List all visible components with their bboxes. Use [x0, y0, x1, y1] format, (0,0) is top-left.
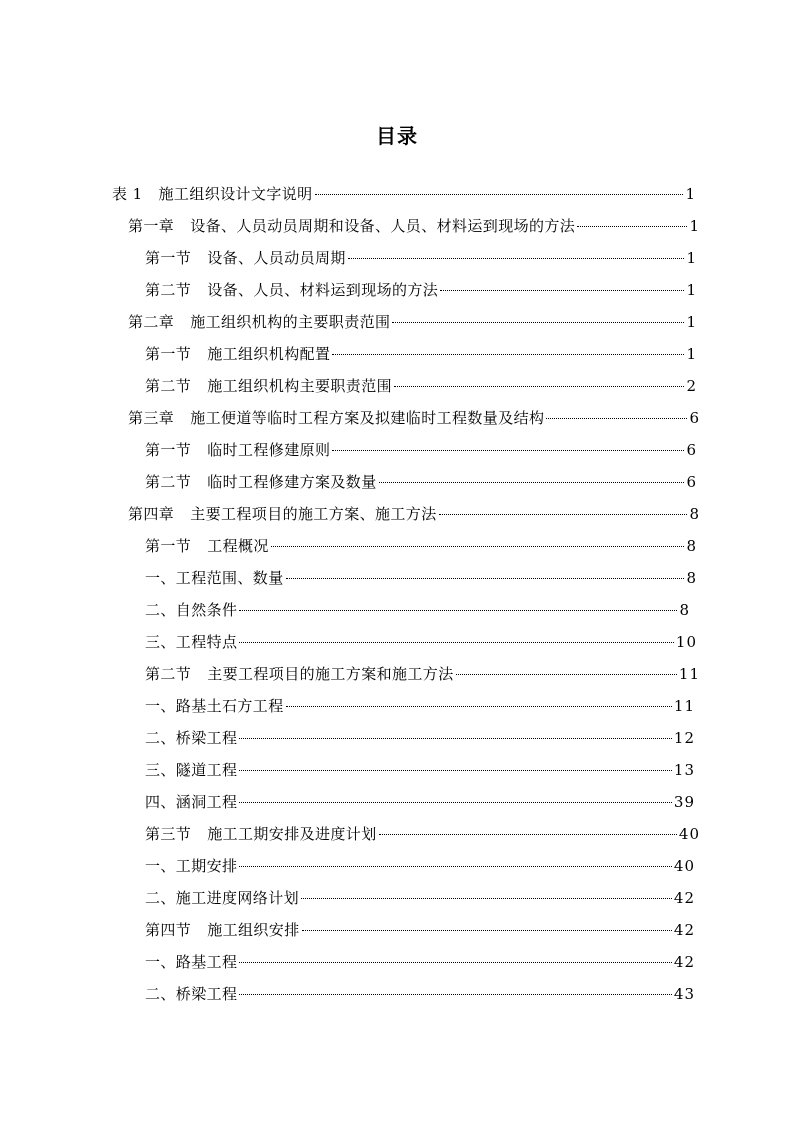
toc-entry-text: 一、工程范围、数量: [145, 569, 284, 587]
dot-leader: [286, 706, 672, 707]
toc-entry[interactable]: [145, 983, 695, 1011]
toc-entry-label: [145, 375, 392, 396]
toc-entry-text: 施工组织机构的主要职责范围: [190, 313, 391, 331]
toc-entry-text: 施工组织设计文字说明: [158, 185, 313, 203]
toc-entry-text: 一、路基工程: [145, 953, 238, 971]
toc-entry-number: 第二节: [145, 377, 192, 395]
toc-entry-label: [145, 471, 377, 492]
toc-entry[interactable]: [145, 663, 700, 691]
toc-entry[interactable]: [145, 695, 695, 723]
dot-leader: [379, 834, 677, 835]
toc-entry[interactable]: [145, 887, 695, 915]
dot-leader: [439, 514, 688, 515]
toc-entry-page: 40: [678, 825, 700, 843]
toc-entry[interactable]: [145, 631, 697, 659]
toc-entry-text: 主要工程项目的施工方案和施工方法: [207, 665, 454, 683]
toc-entry-label: [145, 343, 330, 364]
toc-entry-text: 施工便道等临时工程方案及拟建临时工程数量及结构: [190, 409, 545, 427]
toc-entry-label: [145, 247, 346, 268]
dot-leader: [394, 386, 684, 387]
toc-entry-text: 施工组织机构配置: [207, 345, 331, 363]
toc-entry-label: [145, 631, 237, 652]
toc-entry[interactable]: [145, 471, 697, 499]
toc-entry-label: [128, 407, 544, 428]
toc-entry-page: 42: [673, 921, 695, 939]
toc-entry-page: 6: [686, 473, 697, 491]
toc-entry-text: 二、施工进度网络计划: [145, 889, 300, 907]
toc-entry[interactable]: [145, 343, 697, 371]
toc-entry-label: [145, 535, 269, 556]
toc-entry-text: 三、工程特点: [145, 633, 238, 651]
toc-entry-text: 四、涵洞工程: [145, 793, 238, 811]
toc-entry-label: [112, 183, 313, 204]
dot-leader: [577, 226, 687, 227]
dot-leader: [302, 930, 672, 931]
toc-entry[interactable]: [128, 503, 700, 531]
toc-entry-page: 40: [673, 857, 695, 875]
toc-entry-label: [145, 759, 237, 780]
dot-leader: [286, 578, 685, 579]
dot-leader: [239, 610, 677, 611]
toc-entry-text: 二、桥梁工程: [145, 729, 238, 747]
toc-entry[interactable]: [128, 407, 700, 435]
dot-leader: [440, 290, 684, 291]
dot-leader: [315, 194, 684, 195]
dot-leader: [239, 962, 672, 963]
toc-entry-page: 43: [673, 985, 695, 1003]
toc-entry[interactable]: [145, 599, 690, 627]
dot-leader: [239, 994, 672, 995]
toc-entry-number: 第一节: [145, 249, 192, 267]
toc-entry-number: 第四节: [145, 921, 192, 939]
toc-entry-label: [145, 439, 330, 460]
toc-entry-text: 施工工期安排及进度计划: [207, 825, 377, 843]
toc-entry[interactable]: [128, 215, 700, 243]
toc-entry-label: [145, 983, 237, 1004]
toc-entry-text: 设备、人员、材料运到现场的方法: [207, 281, 439, 299]
toc-entry-number: 第二章: [128, 313, 175, 331]
toc-entry[interactable]: [145, 567, 697, 595]
toc-entry-text: 施工组织机构主要职责范围: [207, 377, 393, 395]
toc-entry-page: 2: [686, 377, 697, 395]
dot-leader: [392, 322, 684, 323]
dot-leader: [239, 642, 674, 643]
toc-entry[interactable]: [128, 311, 697, 339]
dot-leader: [332, 354, 684, 355]
toc-entry[interactable]: [145, 375, 697, 403]
toc-title: 目录: [376, 124, 418, 148]
toc-entry-page: 12: [673, 729, 695, 747]
toc-entry-page: 39: [673, 793, 695, 811]
toc-entry-text: 临时工程修建方案及数量: [207, 473, 377, 491]
dot-leader: [348, 258, 685, 259]
toc-entry[interactable]: [145, 727, 695, 755]
dot-leader: [379, 482, 685, 483]
toc-entry-page: 8: [689, 505, 700, 523]
toc-entry[interactable]: [145, 279, 697, 307]
dot-leader: [332, 450, 684, 451]
toc-entry-label: [145, 919, 300, 940]
toc-entry-number: 第三节: [145, 825, 192, 843]
toc-entry-page: 42: [673, 953, 695, 971]
toc-entry-label: [145, 663, 454, 684]
toc-entry-page: 13: [673, 761, 695, 779]
toc-entry-number: 第二节: [145, 665, 192, 683]
toc-entry-label: [145, 567, 284, 588]
toc-entry-label: [145, 791, 237, 812]
dot-leader: [239, 802, 672, 803]
toc-entry-text: 三、隧道工程: [145, 761, 238, 779]
toc-entry-number: 第四章: [128, 505, 175, 523]
toc-entry-number: 第一章: [128, 217, 175, 235]
toc-entry-label: [145, 887, 299, 908]
dot-leader: [239, 866, 672, 867]
toc-entry-text: 设备、人员动员周期和设备、人员、材料运到现场的方法: [190, 217, 576, 235]
toc-entry-number: 第二节: [145, 473, 192, 491]
toc-entry-label: [128, 311, 390, 332]
toc-entry-label: [145, 951, 237, 972]
toc-entry-number: 第一节: [145, 537, 192, 555]
toc-entry-text: 一、路基土石方工程: [145, 697, 284, 715]
toc-entry-label: [145, 727, 237, 748]
toc-entry[interactable]: [145, 919, 695, 947]
toc-entry[interactable]: [112, 183, 696, 211]
toc-entry[interactable]: [145, 951, 695, 979]
toc-entry[interactable]: [145, 247, 697, 275]
toc-entry-page: 1: [686, 281, 697, 299]
toc-entry-page: 1: [686, 249, 697, 267]
toc-entry-text: 一、工期安排: [145, 857, 238, 875]
toc-entry-page: 8: [686, 569, 697, 587]
toc-entry-number: 第三章: [128, 409, 175, 427]
toc-entry-label: [145, 855, 237, 876]
toc-entry-text: 二、桥梁工程: [145, 985, 238, 1003]
toc-entry-page: 6: [686, 441, 697, 459]
dot-leader: [546, 418, 687, 419]
toc-entry-text: 设备、人员动员周期: [207, 249, 346, 267]
toc-entry-page: 11: [678, 665, 700, 683]
toc-entry-label: [128, 503, 437, 524]
toc-entry-text: 工程概况: [207, 537, 269, 555]
dot-leader: [239, 738, 672, 739]
toc-entry-number: 第一节: [145, 345, 192, 363]
toc-entry-page: 1: [686, 345, 697, 363]
toc-entry-number: 第二节: [145, 281, 192, 299]
toc-entry-label: [145, 695, 284, 716]
dot-leader: [271, 546, 685, 547]
toc-entry-number: 表 1: [112, 185, 143, 203]
toc-entry-label: [128, 215, 575, 236]
toc-entry-page: 42: [673, 889, 695, 907]
toc-entry-page: 1: [685, 185, 696, 203]
toc-entry[interactable]: [145, 759, 695, 787]
toc-entry-label: [145, 823, 377, 844]
toc-entry[interactable]: [145, 823, 700, 851]
dot-leader: [456, 674, 677, 675]
toc-entry-page: 11: [673, 697, 695, 715]
toc-entry-label: [145, 279, 438, 300]
toc-entry-text: 临时工程修建原则: [207, 441, 331, 459]
toc-entry-page: 6: [689, 409, 700, 427]
toc-entry-page: 1: [686, 313, 697, 331]
toc-entry-page: 1: [689, 217, 700, 235]
toc-entry-page: 8: [686, 537, 697, 555]
dot-leader: [301, 898, 672, 899]
toc-entry[interactable]: [145, 535, 697, 563]
toc-entry-text: 主要工程项目的施工方案、施工方法: [190, 505, 437, 523]
toc-entry-page: 8: [679, 601, 690, 619]
toc-entry[interactable]: [145, 791, 695, 819]
toc-entry-text: 施工组织安排: [207, 921, 300, 939]
dot-leader: [239, 770, 672, 771]
toc-entry[interactable]: [145, 855, 695, 883]
toc-entry-number: 第一节: [145, 441, 192, 459]
toc-entry-text: 二、自然条件: [145, 601, 238, 619]
toc-entry-page: 10: [675, 633, 697, 651]
toc-entry-label: [145, 599, 237, 620]
toc-entry[interactable]: [145, 439, 697, 467]
